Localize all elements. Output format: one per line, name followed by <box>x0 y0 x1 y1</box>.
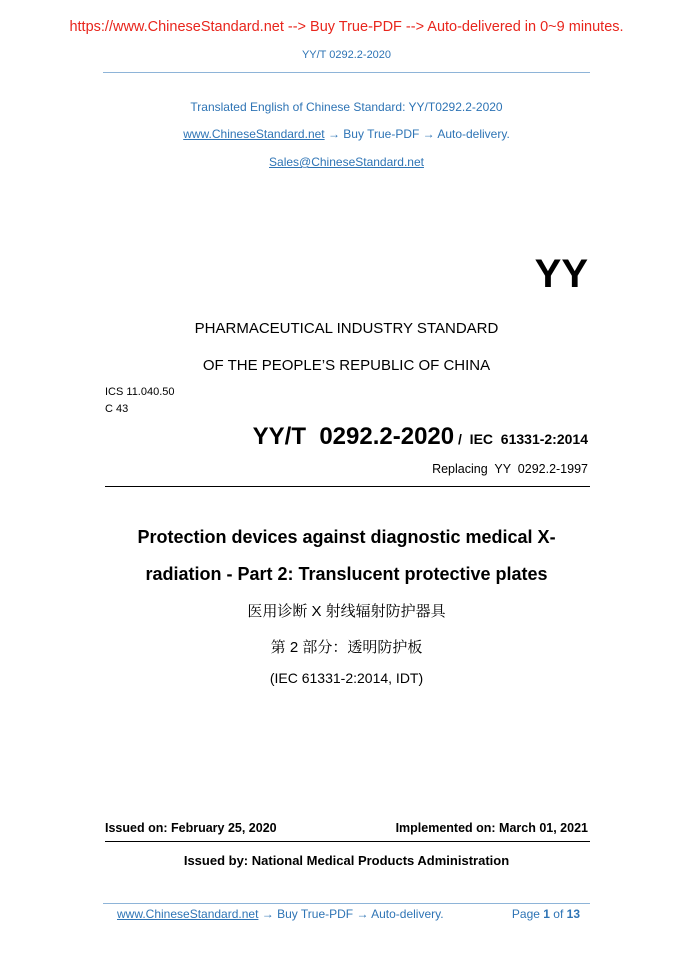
page-label: Page <box>511 907 544 921</box>
sales-email-link[interactable]: Sales@ChineseStandard.net <box>269 155 424 169</box>
footer-rest: → Buy True-PDF → Auto-delivery. <box>258 907 444 921</box>
page-number <box>512 907 580 921</box>
standard-code: YY <box>534 252 588 296</box>
issued-on: Issued on: February 25, 2020 <box>105 821 277 835</box>
page-of: of <box>549 907 567 921</box>
page-total: 13 <box>566 907 580 921</box>
header-rule <box>103 72 590 73</box>
title-line-2: radiation - Part 2: Translucent protective plates <box>145 564 548 584</box>
title-line-1: Protection devices against diagnostic medical X- <box>137 527 556 547</box>
chinese-title-2: 第 2 部分：透明防护板 <box>270 639 423 656</box>
footer-line <box>117 907 444 921</box>
footer-link[interactable]: www.ChineseStandard.net <box>117 907 259 921</box>
ics-code: ICS 11.040.50 <box>105 386 175 398</box>
top-banner[interactable]: https://www.ChineseStandard.net --> Buy True-PDF --> Auto-delivered in 0~9 minutes. <box>69 19 624 35</box>
ccs-code: C 43 <box>105 403 129 415</box>
implemented-on: Implemented on: March 01, 2021 <box>395 821 588 835</box>
running-header: YY/T 0292.2-2020 <box>301 49 392 61</box>
industry-line-1: PHARMACEUTICAL INDUSTRY STANDARD <box>194 320 499 337</box>
sales-line <box>0 155 693 169</box>
replacing-note: Replacing YY 0292.2-1997 <box>432 462 588 476</box>
chinese-title-1: 医用诊断 X 射线辐射防护器具 <box>247 603 446 620</box>
standard-number-main: YY/T 0292.2-2020 <box>252 423 455 450</box>
issued-by: Issued by: National Medical Products Administration <box>183 853 510 868</box>
translated-line: Translated English of Chinese Standard: YY/T0292.2-2020 <box>190 100 503 114</box>
title-rule <box>105 486 590 487</box>
issue-rule <box>105 841 590 842</box>
footer-rule <box>103 903 590 904</box>
standard-number <box>253 423 588 451</box>
buy-line-rest: → Buy True-PDF → Auto-delivery. <box>324 127 510 141</box>
buy-link[interactable]: www.ChineseStandard.net <box>183 127 325 141</box>
standard-equivalent: / IEC 61331-2:2014 <box>454 431 588 447</box>
page-current: 1 <box>543 907 550 921</box>
iec-reference: (IEC 61331-2:2014, IDT) <box>269 670 424 686</box>
industry-line-2: OF THE PEOPLE’S REPUBLIC OF CHINA <box>202 357 491 374</box>
buy-line <box>0 127 693 141</box>
